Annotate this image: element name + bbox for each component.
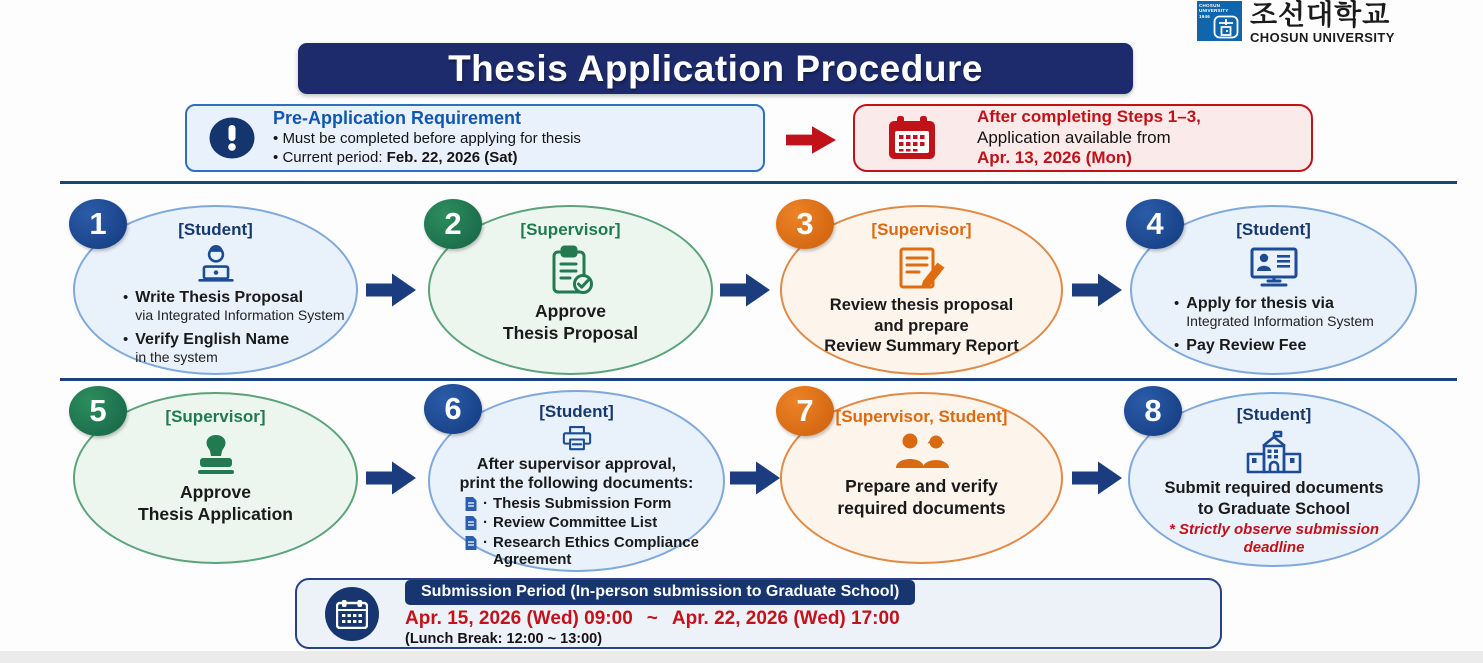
- submission-period-dates: Apr. 15, 2026 (Wed) 09:00 ~ Apr. 22, 2026 (Wed) 17:00: [405, 608, 900, 629]
- step-8-label: Submit required documents to Graduate School: [1164, 479, 1384, 518]
- step-6-role: [Student]: [539, 402, 614, 421]
- arrow-step3-step4: [1072, 272, 1122, 308]
- clipboard-check-icon: [547, 245, 595, 297]
- step-2-label: Approve Thesis Proposal: [502, 301, 639, 343]
- submission-lunch-break: (Lunch Break: 12:00 ~ 13:00): [405, 631, 603, 647]
- university-name: [1250, 1, 1395, 45]
- step-8-warning: * Strictly observe submission deadline: [1168, 521, 1380, 557]
- availability-line-2: Application available from: [977, 127, 1171, 147]
- step-3-number: 3: [776, 199, 834, 249]
- step-2-number: 2: [424, 199, 482, 249]
- seal-text: CHOSUN UNIVERSITY 1946: [1199, 3, 1229, 19]
- monitor-profile-icon: [1245, 245, 1303, 291]
- submission-period-heading: Submission Period (In-person submission to Graduate School): [405, 580, 915, 605]
- arrow-step5-step6: [366, 460, 416, 496]
- step-4-task-2: • Pay Review Fee: [1174, 337, 1307, 355]
- pre-application-bullet-1: • Must be completed before applying for thesis: [273, 129, 581, 147]
- pre-application-text: [273, 108, 581, 168]
- pre-application-bullet-2: • Current period: Feb. 22, 2026 (Sat): [273, 149, 518, 167]
- step-1-task-1: • Write Thesis Proposal via Integrated Information System: [123, 288, 345, 324]
- availability-box: [853, 104, 1313, 172]
- document-icon: [464, 515, 478, 531]
- calendar-circle-icon: [325, 587, 379, 641]
- university-seal-icon: [1197, 1, 1242, 41]
- page-title: Thesis Application Procedure: [448, 47, 983, 89]
- red-arrow-icon: [786, 125, 836, 155]
- printer-icon: [552, 425, 602, 453]
- step-6-number: 6: [424, 384, 482, 434]
- step-4-task-1: • Apply for thesis via Integrated Information System: [1174, 295, 1374, 330]
- step-7-role: [Supervisor, Student]: [835, 407, 1008, 426]
- step-7-number: 7: [776, 386, 834, 436]
- arrow-step1-step2: [366, 272, 416, 308]
- submission-details: [405, 580, 915, 647]
- people-icon: [892, 432, 952, 472]
- step-5: [73, 392, 358, 564]
- step-4: [1130, 205, 1417, 375]
- step-2-role: [Supervisor]: [520, 220, 621, 239]
- arrow-step2-step3: [720, 272, 770, 308]
- arrow-step7-step8: [1072, 460, 1122, 496]
- step-1-tasks: [123, 289, 345, 373]
- step-6-label: After supervisor approval, print the following documents:: [459, 455, 694, 492]
- school-building-icon: [1243, 429, 1305, 475]
- step-1-role: [Student]: [178, 220, 253, 239]
- step-5-label: Approve Thesis Application: [138, 482, 293, 524]
- step-8: [1128, 392, 1420, 567]
- step-4-number: 4: [1126, 199, 1184, 249]
- step-1-task-2: • Verify English Name in the system: [123, 330, 290, 366]
- step-1: [73, 205, 358, 375]
- step-6-documents: [464, 495, 714, 570]
- availability-line-3: Apr. 13, 2026 (Mon): [977, 148, 1132, 168]
- university-name-english: CHOSUN UNIVERSITY: [1250, 30, 1395, 45]
- step-4-role: [Student]: [1236, 220, 1311, 239]
- title-banner: [298, 43, 1133, 94]
- submission-period-box: [295, 578, 1222, 649]
- exclamation-icon: [209, 117, 255, 159]
- document-icon: [464, 496, 478, 512]
- calendar-icon: [887, 115, 937, 161]
- bottom-strip: [0, 651, 1483, 663]
- pre-application-box: [185, 104, 765, 172]
- step-3: [780, 205, 1063, 375]
- step-6-doc-2: · Review Committee List: [464, 514, 714, 531]
- step-4-tasks: [1174, 295, 1374, 363]
- step-5-number: 5: [69, 386, 127, 436]
- step-3-label: Review thesis proposal and prepare Review Summary Report: [824, 296, 1019, 356]
- stamp-icon: [193, 432, 239, 478]
- document-icon: [464, 535, 478, 551]
- step-6-doc-3: · Research Ethics Compliance Agreement: [464, 534, 714, 569]
- step-8-role: [Student]: [1236, 405, 1312, 424]
- step-2: [428, 205, 713, 375]
- step-3-role: [Supervisor]: [871, 220, 972, 239]
- university-name-korean: 조선대학교: [1250, 0, 1391, 30]
- arrow-step6-step7: [730, 460, 780, 496]
- step-6: [428, 390, 725, 572]
- availability-text: [977, 107, 1201, 169]
- university-logo: [1197, 1, 1395, 45]
- step-7: [780, 392, 1063, 564]
- university-emblem-icon: [1213, 15, 1239, 39]
- step-5-role: [Supervisor]: [165, 407, 266, 426]
- availability-line-1: After completing Steps 1–3,: [977, 106, 1201, 126]
- divider-middle: [60, 378, 1457, 381]
- step-6-doc-1: · Thesis Submission Form: [464, 495, 714, 512]
- step-8-number: 8: [1124, 386, 1182, 436]
- step-1-number: 1: [69, 199, 127, 249]
- laptop-user-icon: [187, 245, 245, 285]
- document-pencil-icon: [896, 245, 948, 291]
- pre-application-heading: Pre-Application Requirement: [273, 108, 522, 129]
- step-7-label: Prepare and verify required documents: [837, 476, 1006, 518]
- divider-top: [60, 181, 1457, 184]
